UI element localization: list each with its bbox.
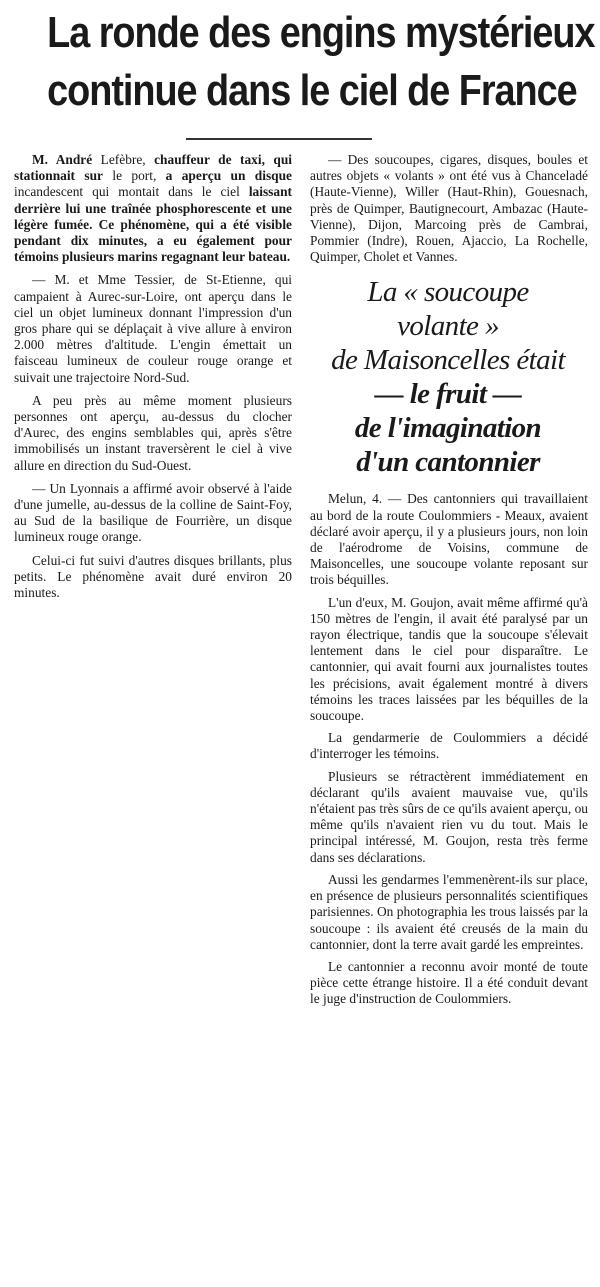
right-paragraph-1: — Des soucoupes, cigares, disques, boules et autres objets « volants » ont été vus à Chanceladé (Haute-Vienne), Willer (Haut-Rhin), Gouesnach, près de Quimper, Bautignecourt, Ambazac (Haute-Vienne), Dijon, Marcoing près de Cambrai, Pommier (Indre), Rouen, Ajaccio, La Rochelle, Quimper, Cholet et Vannes. (310, 152, 588, 265)
left-p1-bold1: chauffeur de taxi, qui stationnait sur (14, 152, 293, 184)
subheadline (298, 275, 598, 479)
subhead-line-6: d'un cantonnier (356, 446, 540, 479)
subhead-line-2: volante » (397, 310, 499, 343)
right-paragraph-3: L'un d'eux, M. Goujon, avait même affirmé qu'à 150 mètres de l'engin, il avait été paralysé par un rayon électrique, tandis que la soucoupe s'élevait lentement dans le ciel pour disparaître. Le cantonnier, qui avait fourni aux journalistes toutes les précisions, avait également montré à divers témoins les traces laissées par les béquilles de la soucoupe. (310, 594, 588, 724)
subhead-line-4: — le fruit — (374, 378, 522, 411)
headline-line-2: continue dans le ciel de France (47, 66, 577, 115)
headline-line-1: La ronde des engins mystérieux (47, 8, 595, 57)
right-paragraph-7: Le cantonnier a reconnu avoir monté de toute pièce cette étrange histoire. Il a été conduit devant le juge d'instruction de Coulommiers. (310, 958, 588, 1007)
right-paragraph-4: La gendarmerie de Coulommiers a décidé d'interroger les témoins. (310, 730, 588, 762)
left-paragraph-1 (14, 152, 292, 265)
left-p1-text2: le port, (102, 168, 166, 184)
left-column (14, 152, 292, 608)
left-paragraph-2: — M. et Mme Tessier, de St-Etienne, qui campaient à Aurec-sur-Loire, ont aperçu dans le ciel un objet lumineux donnant l'impression d'un gros phare qui se déplaçait à vive allure à environ 2.000 mètres d'altitude. L'engin émettait un faisceau lumineux de couleur rouge orange et suivait une trajectoire Nord-Sud. (14, 272, 292, 385)
subhead-line-3: de Maisoncelles était (331, 344, 565, 377)
left-p1-text3: incandescent qui montait dans le ciel (14, 184, 249, 200)
subhead-line-5: de l'imagination (354, 412, 542, 445)
right-paragraph-2: Melun, 4. — Des cantonniers qui travaillaient au bord de la route Coulommiers - Meaux, avaient déclaré avoir aperçu, il y a plusieurs jours, non loin de l'aérodrome de Voisins, commune de Maisoncelles, une soucoupe volante reposant sur trois béquilles. (310, 491, 588, 588)
right-column (310, 152, 588, 1014)
left-paragraph-3: A peu près au même moment plusieurs personnes ont aperçu, au-dessus du clocher d'Aurec, des engins semblables qui, après s'être immobilisés un instant traversèrent le ciel à vive allure en direction du Sud-Ouest. (14, 392, 292, 473)
left-p1-text: Lefèbre, (92, 152, 155, 167)
subhead-line-1: La « soucoupe (367, 276, 529, 309)
andre-name: M. André (32, 152, 93, 167)
left-paragraph-4: — Un Lyonnais a affirmé avoir observé à l'aide d'une jumelle, au-dessus de la colline de Saint-Foy, au Sud de la basilique de Fourrière, un disque lumineux rouge orange. (14, 480, 292, 545)
right-paragraph-6: Aussi les gendarmes l'emmenèrent-ils sur place, en présence de plusieurs personnalités scientifiques parisiennes. On photographia les trous laissés par la soucoupe : ils avaient été creusés de la main du cantonnier, dont la terre avait gardé les empreintes. (310, 871, 588, 952)
headline (47, 4, 595, 120)
left-p1-bold2: a aperçu un disque (165, 168, 292, 184)
headline-divider (186, 138, 372, 140)
left-paragraph-5: Celui-ci fut suivi d'autres disques brillants, plus petits. Le phénomène avait duré environ 20 minutes. (14, 552, 292, 601)
left-p1-bold3: laissant derrière lui une traînée phosphorescente et une légère fumée. Ce phénomène, qui a été visible pendant dix minutes, a eu également pour témoins plusieurs marins regagnant leur bateau. (14, 184, 292, 265)
right-paragraph-5: Plusieurs se rétractèrent immédiatement en déclarant qu'ils avaient mauvaise vue, qu'ils n'étaient pas très sûrs de ce qu'ils avaient aperçu, ou même qu'ils n'avaient rien vu du tout. Mais le principal intéressé, M. Goujon, resta très ferme dans ses déclarations. (310, 768, 588, 865)
